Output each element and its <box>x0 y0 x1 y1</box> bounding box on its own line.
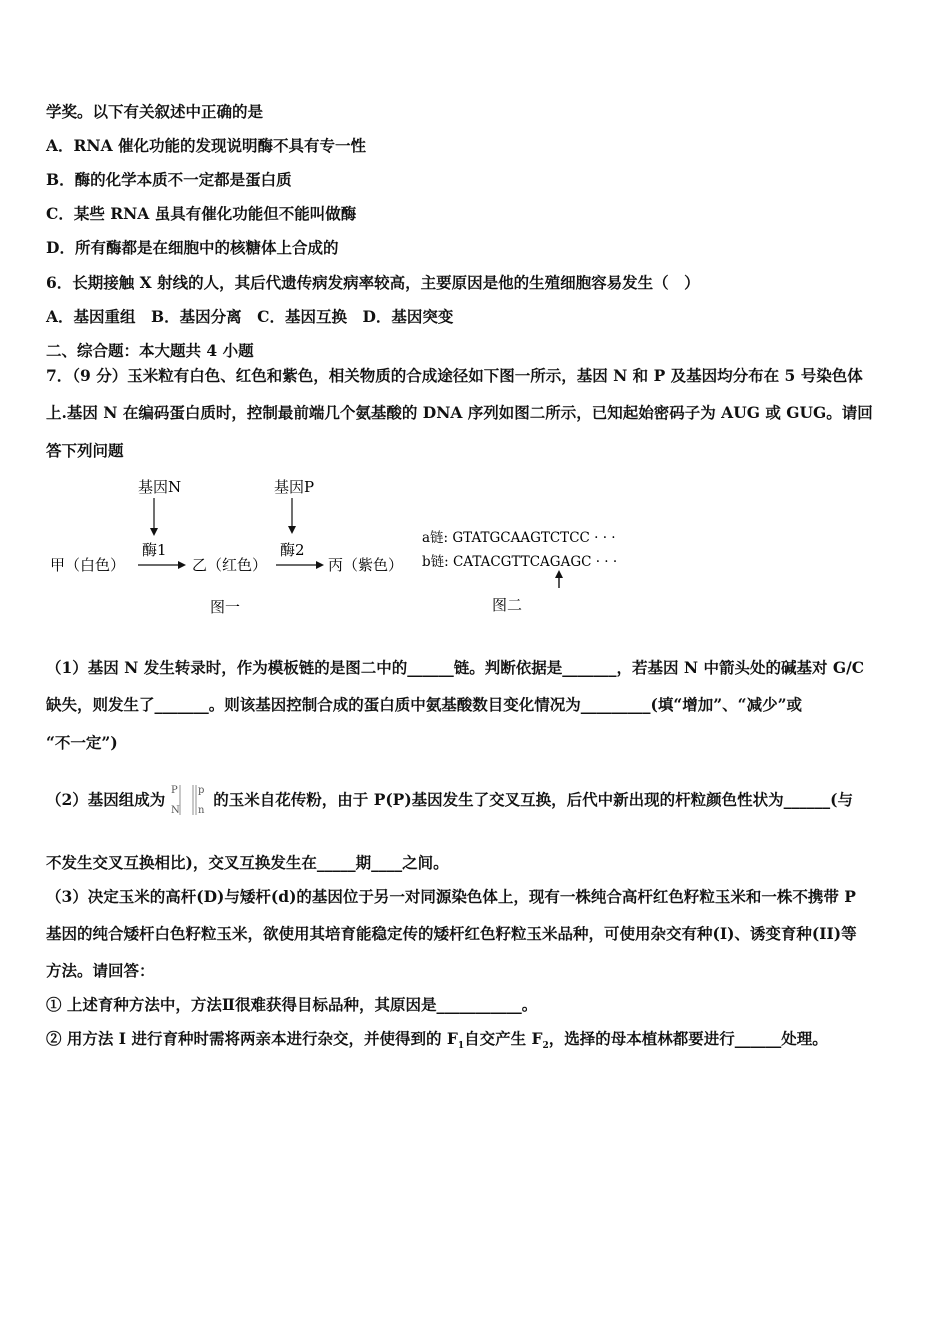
gene-n-label: 基因N <box>138 478 182 496</box>
figures <box>46 472 646 622</box>
option-a: A．RNA 催化功能的发现说明酶不具有专一性 <box>46 136 366 155</box>
question-7-1-line-3: “不一定”) <box>46 733 118 752</box>
question-7-3-line-3: 方法。请回答： <box>46 961 155 980</box>
question-7-line-1: 7．（9 分）玉米粒有白色、红色和紫色，相关物质的合成途径如下图一所示，基因 N 和 P 及基因均分布在 5 号染色体 <box>46 366 863 385</box>
gene-p-arrowhead <box>288 526 296 534</box>
genotype-top-left: P <box>171 785 179 796</box>
item-2-part-a: ② 用方法 I 进行育种时需将两亲本进行杂交，并使得到的 F <box>46 1029 458 1048</box>
genotype-bottom-right: n <box>198 805 205 816</box>
genotype-diagram <box>167 781 211 821</box>
item-2-part-b: 自交产生 F <box>464 1029 543 1048</box>
question-6: 6．长期接触 X 射线的人，其后代遗传病发病率较高，主要原因是他的生殖细胞容易发生（ ） <box>46 273 700 292</box>
node-purple: 丙（紫色） <box>328 556 404 574</box>
option-b: B．酶的化学本质不一定都是蛋白质 <box>46 170 292 189</box>
option-d: D．所有酶都是在细胞中的核糖体上合成的 <box>46 238 339 257</box>
question-7-line-2: 上.基因 N 在编码蛋白质时，控制最前端几个氨基酸的 DNA 序列如图二所示，已知起始密码子为 AUG 或 GUG。请回 <box>46 403 873 422</box>
enzyme-2-label: 酶2 <box>280 541 305 559</box>
arrow-2-head <box>316 561 324 569</box>
figure-diagram <box>46 472 646 622</box>
question-7-2-line-2: 不发生交叉互换相比)，交叉互换发生在_____期____之间。 <box>46 853 449 872</box>
gene-p-label: 基因P <box>274 478 315 496</box>
section-heading: 二、综合题：本大题共 4 小题 <box>46 341 254 360</box>
mutation-arrowhead <box>555 570 563 578</box>
enzyme-1-label: 酶1 <box>142 541 167 559</box>
question-7-3-item-1: ① 上述育种方法中，方法Ⅱ很难获得目标品种，其原因是___________。 <box>46 995 538 1014</box>
question-7-1-line-1: （1）基因 N 发生转录时，作为模板链的是图二中的______链。判断依据是_______，若基因 N 中箭头处的碱基对 G/C <box>46 658 865 677</box>
question-7-3-line-1: （3）决定玉米的高杆(D)与矮杆(d)的基因位于另一对同源染色体上，现有一株纯合高杆红色籽粒玉米和一株不携带 P <box>46 887 856 906</box>
question-7-1-line-2: 缺失，则发生了_______。则该基因控制合成的蛋白质中氨基酸数目变化情况为_________(填“增加”、“减少”或 <box>46 695 802 714</box>
figure-1-caption: 图一 <box>210 598 241 616</box>
chain-b: b链: CATACGTTCAGAGC · · · <box>422 554 618 570</box>
f1-subscript: 1 <box>457 1041 465 1052</box>
arrow-1-head <box>178 561 186 569</box>
gene-n-arrowhead <box>150 528 158 536</box>
genotype-top-right: p <box>198 785 205 796</box>
question-7-line-3: 答下列问题 <box>46 441 124 460</box>
question-7-2-line-1 <box>46 779 910 821</box>
question-6-options: A．基因重组 B．基因分离 C．基因互换 D．基因突变 <box>46 307 454 326</box>
question-7-3-item-2 <box>46 1029 910 1056</box>
item-2-part-c: ，选择的母本植林都要进行______处理。 <box>548 1029 828 1048</box>
question-7-2-suffix: 的玉米自花传粉，由于 P(P)基因发生了交叉互换，后代中新出现的杆粒颜色性状为______(与 <box>213 790 854 809</box>
option-c: C．某些 RNA 虽具有催化功能但不能叫做酶 <box>46 204 357 223</box>
node-red: 乙（红色） <box>192 556 268 574</box>
line-1: 学奖。以下有关叙述中正确的是 <box>46 102 264 121</box>
figure-2-caption: 图二 <box>492 596 523 614</box>
chain-a: a链: GTATGCAAGTCTCC · · · <box>422 530 616 546</box>
question-7-3-line-2: 基因的纯合矮杆白色籽粒玉米，欲使用其培育能稳定传的矮杆红色籽粒玉米品种，可使用杂交有种(I)、诱变育种(II)等 <box>46 924 857 943</box>
node-white: 甲（白色） <box>50 556 126 574</box>
f2-subscript: 2 <box>542 1041 549 1052</box>
genotype-bottom-left: N <box>171 805 181 816</box>
question-7-2-prefix: （2）基因组成为 <box>46 790 166 809</box>
